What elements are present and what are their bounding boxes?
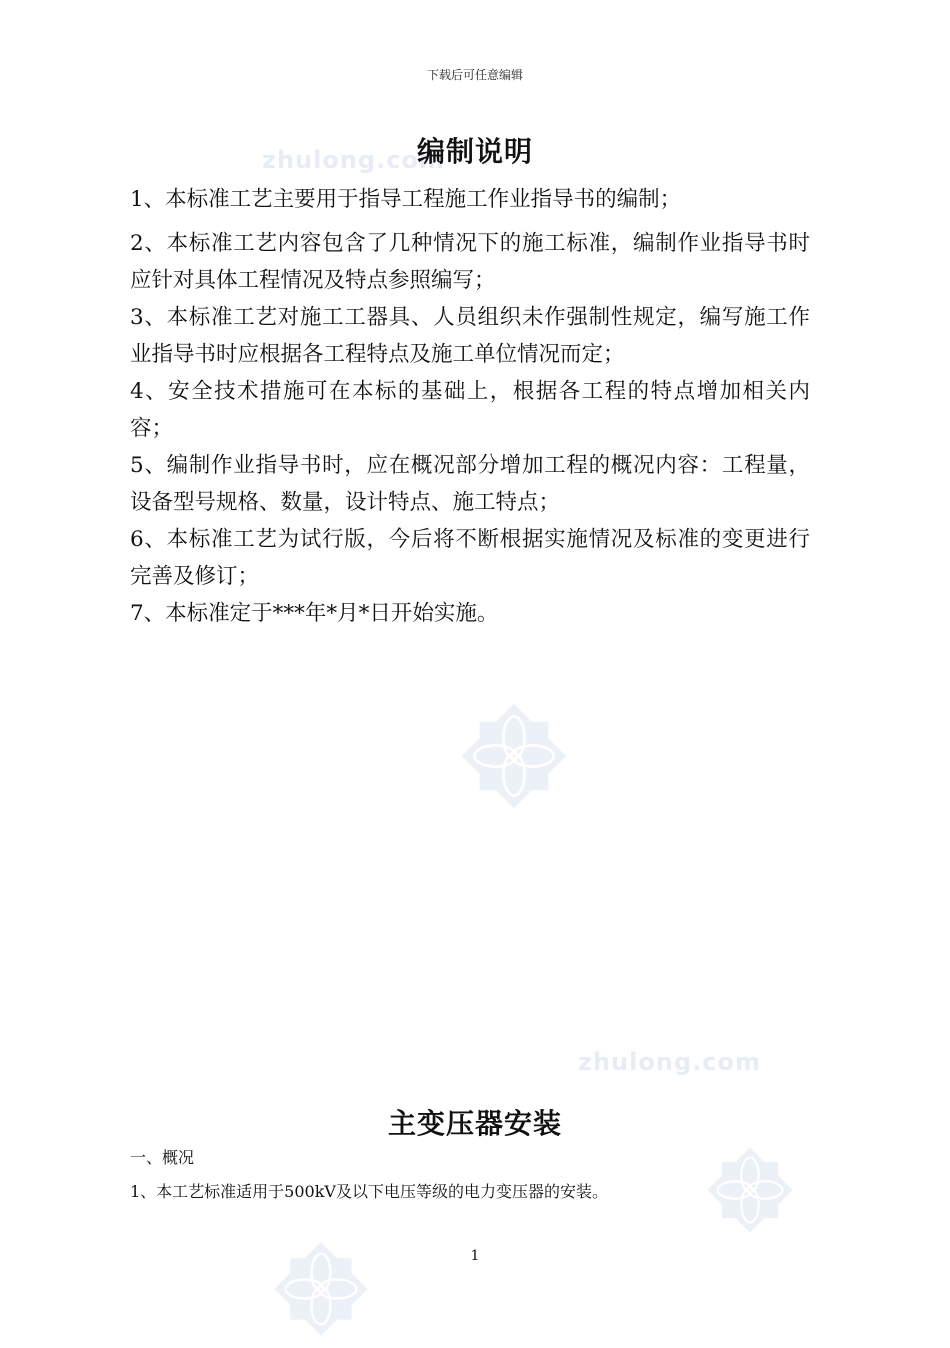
watermark-logo-icon (696, 1136, 804, 1244)
section-title: 编制说明 (416, 135, 533, 168)
instructions-list (130, 181, 810, 632)
watermark-logo-icon (448, 690, 580, 822)
paragraph: 1、本工艺标准适用于500kV及以下电压等级的电力变压器的安装。 (130, 1182, 608, 1201)
list-item: 4、安全技术措施可在本标的基础上，根据各工程的特点增加相关内容； (130, 379, 810, 441)
watermark-text: zhulong.com (578, 1048, 761, 1076)
list-item: 1、本标准工艺主要用于指导工程施工作业指导书的编制； (130, 187, 682, 212)
subsection-heading: 一、概况 (130, 1148, 195, 1167)
list-item: 5、编制作业指导书时，应在概况部分增加工程的概况内容：工程量，设备型号规格、数量，设计特点、施工特点； (130, 453, 810, 515)
header-note: 下载后可任意编辑 (426, 68, 523, 82)
list-item: 7、本标准定于***年*月*日开始实施。 (130, 601, 499, 626)
watermark-text: zhulong.com (262, 146, 445, 174)
list-item: 2、本标准工艺内容包含了几种情况下的施工标准，编制作业指导书时应针对具体工程情况及特点参照编写； (130, 231, 810, 293)
list-item: 3、本标准工艺对施工工器具、人员组织未作强制性规定，编写施工作业指导书时应根据各工程特点及施工单位情况而定； (130, 305, 810, 367)
list-item: 6、本标准工艺为试行版，今后将不断根据实施情况及标准的变更进行完善及修订； (130, 527, 810, 589)
section-title: 主变压器安装 (387, 1107, 562, 1140)
page-number: 1 (470, 1248, 480, 1264)
